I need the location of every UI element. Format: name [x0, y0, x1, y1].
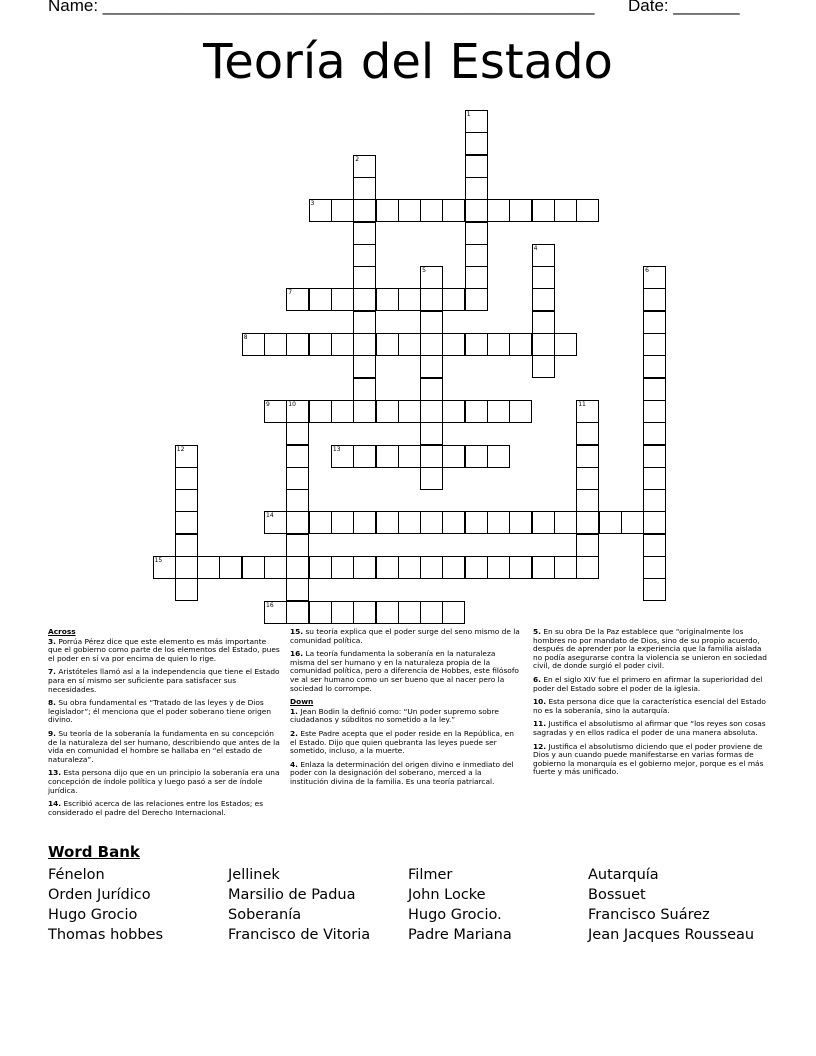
clue-down-11: 11. Justifica el absolutismo al afirmar que “los reyes son cosas sagradas y en ellos radica el poder de una manera absoluta. — [533, 719, 766, 737]
word-bank-item: Orden Jurídico — [48, 887, 151, 903]
clue-down-6: 6. En el siglo XIV fue el primero en afirmar la superioridad del poder del Estado sobre el poder de la iglesia. — [533, 674, 763, 693]
crossword-cell[interactable] — [532, 556, 555, 579]
crossword-cell[interactable] — [398, 601, 421, 624]
crossword-cell[interactable] — [465, 244, 488, 267]
crossword-cell[interactable] — [442, 199, 465, 222]
clue-across-14: 14. Escribió acerca de las relaciones entre los Estados; es considerado el padre del Derecho Internacional. — [48, 799, 264, 817]
crossword-cell[interactable] — [286, 467, 309, 490]
crossword-cell[interactable] — [353, 266, 376, 289]
crossword-cell[interactable] — [465, 556, 488, 579]
crossword-cell[interactable] — [599, 511, 622, 534]
crossword-cell[interactable] — [643, 378, 666, 401]
crossword-cell[interactable] — [309, 601, 332, 624]
crossword-cell[interactable] — [175, 578, 198, 601]
crossword-cell[interactable] — [376, 199, 399, 222]
crossword-cell[interactable] — [353, 244, 376, 267]
crossword-cell[interactable] — [442, 511, 465, 534]
crossword-cell[interactable] — [420, 511, 443, 534]
crossword-cell[interactable] — [286, 578, 309, 601]
crossword-cell[interactable] — [353, 355, 376, 378]
word-bank-item: Thomas hobbes — [48, 927, 164, 943]
clue-down-5: 5. En su obra De la Paz establece que “originalmente los hombres no por mandato de Dios, sino de su propio acuerdo, después de aprender por la experiencia que la familia aislada no podía asegurarse contra la violencia se unieron en sociedad civil, de donde surgió el poder civil. — [533, 627, 767, 671]
crossword-cell[interactable] — [331, 556, 354, 579]
crossword-cell[interactable] — [420, 311, 443, 334]
crossword-cell[interactable] — [353, 333, 376, 356]
crossword-cell[interactable] — [465, 266, 488, 289]
crossword-cell[interactable] — [420, 556, 443, 579]
crossword-cell[interactable] — [576, 534, 599, 557]
crossword-cell[interactable] — [175, 489, 198, 512]
crossword-cell[interactable] — [509, 400, 532, 423]
crossword-cell[interactable] — [643, 578, 666, 601]
crossword-cell[interactable] — [532, 511, 555, 534]
crossword-cell[interactable] — [487, 400, 510, 423]
crossword-cell[interactable] — [576, 489, 599, 512]
crossword-cell[interactable] — [331, 400, 354, 423]
crossword-cell[interactable] — [442, 333, 465, 356]
clue-number: 16 — [266, 601, 274, 609]
crossword-cell[interactable] — [175, 445, 198, 468]
clue-across-7: 7. Aristóteles llamó así a la independencia que tiene el Estado para en sí mismo ser suficiente para satisfacer sus necesidades. — [48, 667, 280, 694]
crossword-cell[interactable] — [353, 155, 376, 178]
crossword-cell[interactable] — [420, 467, 443, 490]
crossword-cell[interactable] — [309, 333, 332, 356]
crossword-cell[interactable] — [532, 288, 555, 311]
crossword-cell[interactable] — [532, 311, 555, 334]
crossword-cell[interactable] — [509, 199, 532, 222]
crossword-cell[interactable] — [420, 333, 443, 356]
clue-down-2: 2. Este Padre acepta que el poder reside en la República, en el Estado. Dijo que quien quebranta las leyes puede ser sometido, incluso, a la muerte. — [290, 728, 514, 756]
crossword-cell[interactable] — [376, 400, 399, 423]
crossword-cell[interactable] — [465, 511, 488, 534]
crossword-cell[interactable] — [353, 311, 376, 334]
crossword-cell[interactable] — [398, 199, 421, 222]
clue-across-15: 15. su teoría explica que el poder surge del seno mismo de la comunidad política. — [290, 627, 520, 645]
crossword-cell[interactable] — [376, 333, 399, 356]
crossword-cell[interactable] — [643, 400, 666, 423]
crossword-cell[interactable] — [175, 467, 198, 490]
crossword-cell[interactable] — [309, 199, 332, 222]
crossword-cell[interactable] — [576, 445, 599, 468]
crossword-cell[interactable] — [465, 222, 488, 245]
crossword-cell[interactable] — [420, 355, 443, 378]
crossword-cell[interactable] — [554, 556, 577, 579]
clue-across-16: 16. La teoría fundamenta la soberanía en la naturaleza misma del ser humano y en la naturaleza propia de la comunidad política, pero a diferencia de Hobbes, este filósofo ve al ser humano como un ser bueno que al nacer pero la sociedad lo corrompe. — [290, 649, 519, 693]
crossword-cell[interactable] — [465, 110, 488, 133]
crossword-cell[interactable] — [286, 445, 309, 468]
clue-across-9: 9. Su teoría de la soberanía la fundamenta en su concepción de la naturaleza del ser humano, describiendo que antes de la vida en comunidad el hombre se hallaba en “el estado de naturaleza”. — [48, 728, 280, 764]
crossword-cell[interactable] — [286, 288, 309, 311]
crossword-cell[interactable] — [532, 266, 555, 289]
crossword-cell[interactable] — [264, 511, 287, 534]
crossword-cell[interactable] — [643, 288, 666, 311]
crossword-cell[interactable] — [643, 534, 666, 557]
crossword-cell[interactable] — [353, 511, 376, 534]
crossword-cell[interactable] — [576, 556, 599, 579]
crossword-cell[interactable] — [509, 556, 532, 579]
crossword-cell[interactable] — [643, 445, 666, 468]
crossword-cell[interactable] — [376, 288, 399, 311]
crossword-cell[interactable] — [219, 556, 242, 579]
crossword-cell[interactable] — [286, 333, 309, 356]
crossword-cell[interactable] — [532, 355, 555, 378]
crossword-cell[interactable] — [643, 311, 666, 334]
crossword-cell[interactable] — [353, 445, 376, 468]
crossword-cell[interactable] — [643, 556, 666, 579]
crossword-cell[interactable] — [554, 333, 577, 356]
crossword-cell[interactable] — [286, 400, 309, 423]
crossword-cell[interactable] — [331, 511, 354, 534]
crossword-cell[interactable] — [442, 445, 465, 468]
clue-number: 7 — [288, 289, 293, 297]
date-field[interactable]: Date: _______ — [628, 0, 740, 15]
crossword-cell[interactable] — [175, 534, 198, 557]
page-title: Teoría del Estado — [203, 34, 613, 90]
crossword-cell[interactable] — [376, 511, 399, 534]
crossword-cell[interactable] — [465, 333, 488, 356]
crossword-cell[interactable] — [554, 511, 577, 534]
clue-number: 13 — [332, 445, 341, 453]
crossword-cell[interactable] — [576, 422, 599, 445]
word-bank-item: Hugo Grocio — [48, 907, 138, 923]
crossword-cell[interactable] — [153, 556, 176, 579]
crossword-cell[interactable] — [398, 400, 421, 423]
crossword-cell[interactable] — [398, 333, 421, 356]
crossword-cell[interactable] — [643, 266, 666, 289]
word-bank-item: Soberanía — [228, 907, 302, 923]
word-bank — [48, 867, 768, 943]
crossword-cell[interactable] — [487, 333, 510, 356]
word-bank-item: Francisco Suárez — [588, 907, 710, 923]
word-bank-item: John Locke — [408, 887, 486, 903]
crossword-cell[interactable] — [532, 333, 555, 356]
clue-across-3: 3. Porrúa Pérez dice que este elemento es más importante que el gobierno como parte de los elementos del Estado, pues el poder en sí va por encima de quien lo rige. — [48, 636, 280, 663]
word-bank-item: Jellinek — [228, 867, 280, 883]
crossword-cell[interactable] — [353, 177, 376, 200]
crossword-cell[interactable] — [643, 467, 666, 490]
clue-down-4: 4. Enlaza la determinación del origen divino e inmediato del poder con la designación del soberano, merced a la institución divina de la familia. Es una teoría patriarcal. — [290, 759, 514, 786]
crossword-cell[interactable] — [465, 155, 488, 178]
crossword-cell[interactable] — [509, 511, 532, 534]
crossword-cell[interactable] — [286, 556, 309, 579]
crossword-cell[interactable] — [331, 199, 354, 222]
clue-across-13: 13. Esta persona dijo que en un principio la soberanía era una concepción de índole política y luego pasó a ser de índole jurídica. — [48, 768, 280, 795]
clue-number: 4 — [533, 244, 538, 252]
clues-column-1 — [48, 628, 280, 822]
crossword-cell[interactable] — [264, 556, 287, 579]
crossword-cell[interactable] — [442, 601, 465, 624]
word-bank-item: Jean Jacques Rousseau — [588, 927, 755, 943]
crossword-cell[interactable] — [309, 400, 332, 423]
crossword-cell[interactable] — [420, 199, 443, 222]
crossword-cell[interactable] — [554, 199, 577, 222]
crossword-cell[interactable] — [175, 511, 198, 534]
crossword-cell[interactable] — [286, 489, 309, 512]
crossword-cell[interactable] — [420, 422, 443, 445]
crossword-cell[interactable] — [398, 445, 421, 468]
crossword-cell[interactable] — [621, 511, 644, 534]
crossword-cell[interactable] — [465, 199, 488, 222]
crossword-cell[interactable] — [353, 288, 376, 311]
crossword-cell[interactable] — [420, 400, 443, 423]
crossword-cell[interactable] — [353, 199, 376, 222]
crossword-cell[interactable] — [643, 422, 666, 445]
crossword-cell[interactable] — [420, 266, 443, 289]
crossword-cell[interactable] — [532, 244, 555, 267]
crossword-cell[interactable] — [286, 511, 309, 534]
crossword-cell[interactable] — [264, 601, 287, 624]
clue-number: 8 — [243, 334, 248, 341]
crossword-cell[interactable] — [420, 378, 443, 401]
crossword-cell[interactable] — [286, 534, 309, 557]
crossword-cell[interactable] — [442, 400, 465, 423]
crossword-cell[interactable] — [442, 288, 465, 311]
crossword-cell[interactable] — [465, 177, 488, 200]
word-bank-item: Hugo Grocio. — [408, 907, 502, 923]
crossword-cell[interactable] — [487, 445, 510, 468]
across-heading: Across — [48, 627, 76, 636]
crossword-cell[interactable] — [264, 333, 287, 356]
crossword-cell[interactable] — [353, 556, 376, 579]
clue-number: 9 — [266, 400, 270, 408]
crossword-cell[interactable] — [576, 199, 599, 222]
word-bank-item: Padre Mariana — [408, 927, 512, 943]
crossword-cell[interactable] — [376, 601, 399, 624]
crossword-cell[interactable] — [420, 601, 443, 624]
crossword-cell[interactable] — [465, 132, 488, 155]
clues-column-2 — [290, 628, 522, 792]
down-heading: Down — [290, 697, 314, 707]
crossword-cell[interactable] — [398, 556, 421, 579]
clue-number: 1 — [466, 111, 471, 118]
crossword-cell[interactable] — [331, 288, 354, 311]
clues-column-3 — [533, 628, 767, 782]
name-field[interactable]: Name: ____________________________________________________ — [48, 0, 595, 15]
crossword-cell[interactable] — [487, 511, 510, 534]
crossword-cell[interactable] — [509, 333, 532, 356]
word-bank-item: Filmer — [408, 867, 453, 883]
clue-number: 12 — [176, 445, 185, 453]
crossword-cell[interactable] — [286, 422, 309, 445]
word-bank-item: Bossuet — [588, 887, 646, 903]
crossword-cell[interactable] — [331, 333, 354, 356]
crossword-cell[interactable] — [264, 400, 287, 423]
crossword-cell[interactable] — [442, 556, 465, 579]
crossword-cell[interactable] — [242, 556, 265, 579]
clue-number: 6 — [645, 267, 649, 275]
crossword-cell[interactable] — [331, 445, 354, 468]
crossword-cell[interactable] — [532, 199, 555, 222]
crossword-cell[interactable] — [376, 445, 399, 468]
word-bank-item: Autarquía — [588, 867, 659, 883]
crossword-cell[interactable] — [309, 556, 332, 579]
clue-number: 2 — [355, 155, 360, 163]
crossword-cell[interactable] — [643, 511, 666, 534]
clue-number: 14 — [266, 512, 274, 520]
word-bank-item: Fénelon — [48, 867, 105, 883]
crossword-cell[interactable] — [643, 355, 666, 378]
clue-across-8: 8. Su obra fundamental es “Tratado de las leyes y de Dios legislador”; él menciona que el poder soberano tiene origen divino. — [48, 698, 271, 725]
crossword-cell[interactable] — [398, 511, 421, 534]
crossword-cell[interactable] — [465, 288, 488, 311]
crossword-cell[interactable] — [487, 556, 510, 579]
crossword-cell[interactable] — [353, 400, 376, 423]
crossword-cell[interactable] — [309, 288, 332, 311]
crossword-cell[interactable] — [376, 556, 399, 579]
crossword-cell[interactable] — [420, 445, 443, 468]
crossword-cell[interactable] — [197, 556, 220, 579]
clue-down-12: 12. Justifica el absolutismo diciendo que el poder proviene de Dios y aun cuando puede manifestarse en varias formas de gobierno la monarquía es el gobierno mejor, porque es el más fuerte y más unificado. — [533, 741, 764, 777]
crossword-cell[interactable] — [242, 333, 265, 356]
clue-down-1: 1. Jean Bodin la definió como: “Un poder supremo sobre ciudadanos y súbditos no sometido a la ley.” — [290, 706, 499, 725]
crossword-cell[interactable] — [576, 467, 599, 490]
crossword-cell[interactable] — [576, 511, 599, 534]
crossword-cell[interactable] — [643, 333, 666, 356]
crossword-cell[interactable] — [175, 556, 198, 579]
crossword-cell[interactable] — [353, 601, 376, 624]
clue-number: 15 — [154, 557, 163, 564]
crossword-cell[interactable] — [309, 511, 332, 534]
crossword-cell[interactable] — [576, 400, 599, 423]
crossword-cell[interactable] — [398, 288, 421, 311]
crossword-cell[interactable] — [487, 199, 510, 222]
clue-number: 5 — [422, 267, 426, 275]
crossword-cell[interactable] — [465, 445, 488, 468]
crossword-cell[interactable] — [331, 601, 354, 624]
crossword-cell[interactable] — [643, 489, 666, 512]
clue-number: 11 — [578, 400, 586, 408]
crossword-cell[interactable] — [465, 400, 488, 423]
clue-number: 3 — [310, 200, 315, 208]
crossword-cell[interactable] — [353, 222, 376, 245]
crossword-cell[interactable] — [353, 378, 376, 401]
word-bank-item: Marsilio de Padua — [228, 887, 356, 903]
clue-down-10: 10. Esta persona dice que la característica esencial del Estado no es la soberanía, sino la autarquía. — [533, 697, 766, 715]
clue-number: 10 — [288, 400, 296, 408]
word-bank-item: Francisco de Vitoria — [228, 927, 371, 943]
word-bank-title: Word Bank — [48, 843, 140, 861]
crossword-cell[interactable] — [286, 601, 309, 624]
crossword-cell[interactable] — [420, 288, 443, 311]
